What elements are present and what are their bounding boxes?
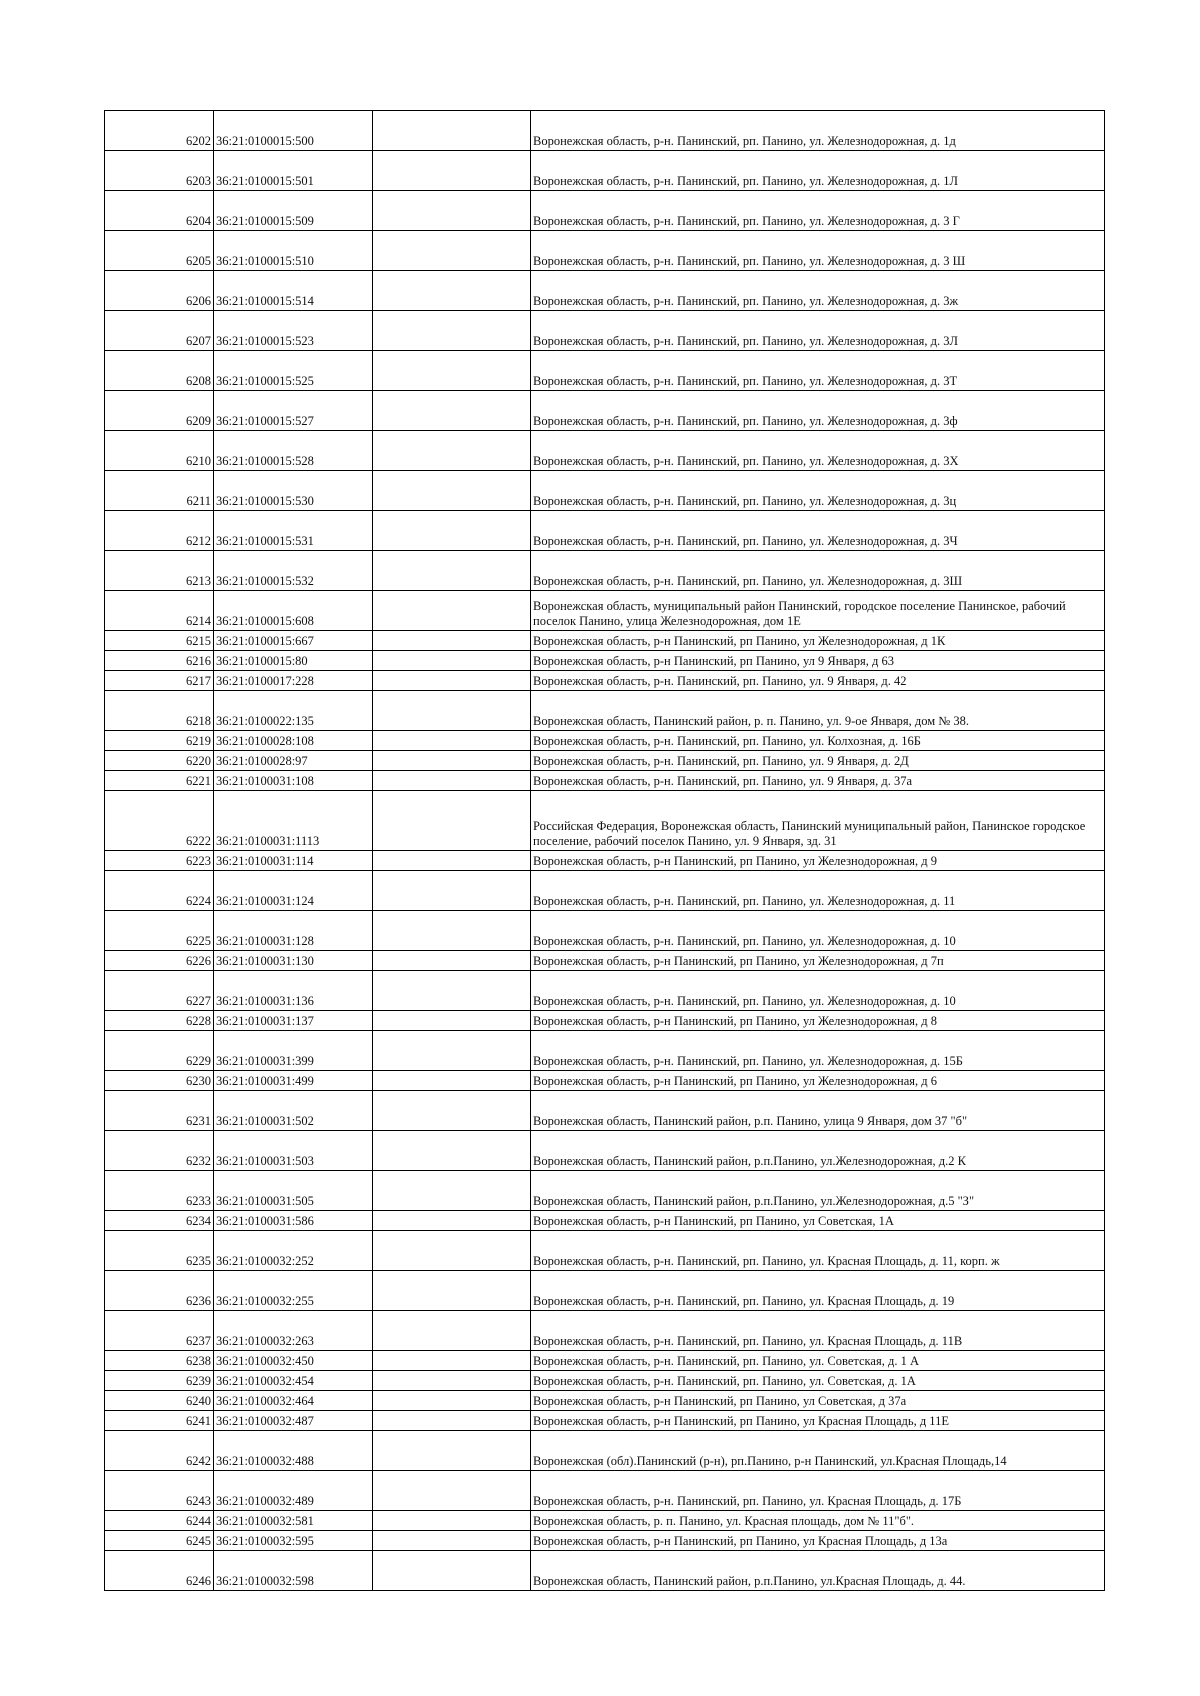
empty-cell xyxy=(373,631,531,651)
row-number-cell: 6207 xyxy=(105,311,214,351)
cadastral-number-cell: 36:21:0100031:503 xyxy=(214,1131,373,1171)
table-row xyxy=(105,1091,1105,1131)
empty-cell xyxy=(373,651,531,671)
address-cell: Воронежская область, р-н. Панинский, рп. Панино, ул. Железнодорожная, д. 10 xyxy=(531,971,1105,1011)
table-row xyxy=(105,631,1105,651)
cadastral-number-cell: 36:21:0100032:263 xyxy=(214,1311,373,1351)
address-cell: Воронежская область, р-н Панинский, рп Панино, ул 9 Января, д 63 xyxy=(531,651,1105,671)
address-cell: Воронежская область, р. п. Панино, ул. Красная площадь, дом № 11"б". xyxy=(531,1511,1105,1531)
empty-cell xyxy=(373,591,531,631)
address-cell: Воронежская область, Панинский район, р.п.Панино, ул.Красная Площадь, д. 44. xyxy=(531,1551,1105,1591)
address-cell: Воронежская область, р-н. Панинский, рп. Панино, ул. 9 Января, д. 2Д xyxy=(531,751,1105,771)
empty-cell xyxy=(373,111,531,151)
address-cell: Воронежская область, р-н. Панинский, рп. Панино, ул. Советская, д. 1 А xyxy=(531,1351,1105,1371)
empty-cell xyxy=(373,1131,531,1171)
empty-cell xyxy=(373,1311,531,1351)
empty-cell xyxy=(373,351,531,391)
address-cell: Воронежская область, р-н. Панинский, рп. Панино, ул. Железнодорожная, д. 3Ч xyxy=(531,511,1105,551)
row-number-cell: 6215 xyxy=(105,631,214,651)
cadastral-number-cell: 36:21:0100031:114 xyxy=(214,851,373,871)
cadastral-number-cell: 36:21:0100015:510 xyxy=(214,231,373,271)
address-cell: Воронежская область, р-н. Панинский, рп. Панино, ул. Железнодорожная, д. 3 Ш xyxy=(531,231,1105,271)
cadastral-number-cell: 36:21:0100015:523 xyxy=(214,311,373,351)
cadastral-number-cell: 36:21:0100031:108 xyxy=(214,771,373,791)
empty-cell xyxy=(373,751,531,771)
row-number-cell: 6245 xyxy=(105,1531,214,1551)
row-number-cell: 6246 xyxy=(105,1551,214,1591)
row-number-cell: 6229 xyxy=(105,1031,214,1071)
table-row xyxy=(105,551,1105,591)
address-cell: Воронежская область, р-н. Панинский, рп. Панино, ул. Железнодорожная, д. 1д xyxy=(531,111,1105,151)
table-row xyxy=(105,1411,1105,1431)
table-row xyxy=(105,1311,1105,1351)
table-row xyxy=(105,511,1105,551)
address-cell: Воронежская область, р-н. Панинский, рп. Панино, ул. Красная Площадь, д. 11В xyxy=(531,1311,1105,1351)
row-number-cell: 6214 xyxy=(105,591,214,631)
address-cell: Воронежская область, р-н Панинский, рп Панино, ул Железнодорожная, д 1К xyxy=(531,631,1105,651)
row-number-cell: 6210 xyxy=(105,431,214,471)
table-row xyxy=(105,271,1105,311)
row-number-cell: 6228 xyxy=(105,1011,214,1031)
table-row xyxy=(105,1471,1105,1511)
cadastral-number-cell: 36:21:0100015:500 xyxy=(214,111,373,151)
table-row xyxy=(105,1171,1105,1211)
row-number-cell: 6225 xyxy=(105,911,214,951)
empty-cell xyxy=(373,791,531,851)
cadastral-number-cell: 36:21:0100031:136 xyxy=(214,971,373,1011)
empty-cell xyxy=(373,1271,531,1311)
empty-cell xyxy=(373,391,531,431)
table-row xyxy=(105,111,1105,151)
cadastral-number-cell: 36:21:0100032:464 xyxy=(214,1391,373,1411)
cadastral-number-cell: 36:21:0100031:128 xyxy=(214,911,373,951)
table-row xyxy=(105,1271,1105,1311)
cadastral-number-cell: 36:21:0100031:502 xyxy=(214,1091,373,1131)
address-cell: Воронежская область, р-н. Панинский, рп. Панино, ул. Красная Площадь, д. 19 xyxy=(531,1271,1105,1311)
cadastral-number-cell: 36:21:0100032:450 xyxy=(214,1351,373,1371)
empty-cell xyxy=(373,691,531,731)
empty-cell xyxy=(373,1171,531,1211)
address-cell: Воронежская область, Панинский район, р.п.Панино, ул.Железнодорожная, д.5 "З" xyxy=(531,1171,1105,1211)
empty-cell xyxy=(373,471,531,511)
empty-cell xyxy=(373,1031,531,1071)
cadastral-number-cell: 36:21:0100015:530 xyxy=(214,471,373,511)
empty-cell xyxy=(373,151,531,191)
row-number-cell: 6219 xyxy=(105,731,214,751)
address-cell: Воронежская область, р-н. Панинский, рп. Панино, ул. Красная Площадь, д. 17Б xyxy=(531,1471,1105,1511)
empty-cell xyxy=(373,1411,531,1431)
address-cell: Воронежская область, р-н Панинский, рп Панино, ул Советская, д 37а xyxy=(531,1391,1105,1411)
empty-cell xyxy=(373,911,531,951)
table-row xyxy=(105,911,1105,951)
address-cell: Воронежская область, р-н Панинский, рп Панино, ул Советская, 1А xyxy=(531,1211,1105,1231)
table-row xyxy=(105,1031,1105,1071)
table-row xyxy=(105,1351,1105,1371)
empty-cell xyxy=(373,1391,531,1411)
row-number-cell: 6230 xyxy=(105,1071,214,1091)
cadastral-number-cell: 36:21:0100017:228 xyxy=(214,671,373,691)
cadastral-number-cell: 36:21:0100015:514 xyxy=(214,271,373,311)
table-row xyxy=(105,751,1105,771)
empty-cell xyxy=(373,771,531,791)
row-number-cell: 6238 xyxy=(105,1351,214,1371)
row-number-cell: 6244 xyxy=(105,1511,214,1531)
table-row xyxy=(105,1391,1105,1411)
table-row xyxy=(105,1551,1105,1591)
table-row xyxy=(105,471,1105,511)
table-row xyxy=(105,311,1105,351)
empty-cell xyxy=(373,1511,531,1531)
row-number-cell: 6204 xyxy=(105,191,214,231)
empty-cell xyxy=(373,971,531,1011)
address-cell: Воронежская область, р-н. Панинский, рп. Панино, ул. Железнодорожная, д. 3ц xyxy=(531,471,1105,511)
address-cell: Воронежская область, р-н Панинский, рп Панино, ул Красная Площадь, д 11Е xyxy=(531,1411,1105,1431)
row-number-cell: 6206 xyxy=(105,271,214,311)
address-cell: Воронежская область, р-н. Панинский, рп. Панино, ул. Красная Площадь, д. 11, корп. ж xyxy=(531,1231,1105,1271)
table-row xyxy=(105,1231,1105,1271)
address-cell: Воронежская область, Панинский район, р.п.Панино, ул.Железнодорожная, д.2 К xyxy=(531,1131,1105,1171)
empty-cell xyxy=(373,1071,531,1091)
cadastral-number-cell: 36:21:0100015:525 xyxy=(214,351,373,391)
table-row xyxy=(105,731,1105,751)
address-cell: Воронежская область, р-н. Панинский, рп. Панино, ул. Железнодорожная, д. 3Л xyxy=(531,311,1105,351)
address-cell: Воронежская область, р-н Панинский, рп Панино, ул Красная Площадь, д 13а xyxy=(531,1531,1105,1551)
row-number-cell: 6224 xyxy=(105,871,214,911)
cadastral-number-cell: 36:21:0100015:501 xyxy=(214,151,373,191)
cadastral-number-cell: 36:21:0100015:531 xyxy=(214,511,373,551)
address-cell: Воронежская область, р-н. Панинский, рп. Панино, ул. Железнодорожная, д. 11 xyxy=(531,871,1105,911)
address-cell: Воронежская область, р-н. Панинский, рп. Панино, ул. Железнодорожная, д. 3ф xyxy=(531,391,1105,431)
property-register-table xyxy=(104,110,1105,1591)
cadastral-number-cell: 36:21:0100028:97 xyxy=(214,751,373,771)
empty-cell xyxy=(373,1371,531,1391)
row-number-cell: 6226 xyxy=(105,951,214,971)
address-cell: Воронежская область, р-н. Панинский, рп. Панино, ул. Железнодорожная, д. 3 Г xyxy=(531,191,1105,231)
row-number-cell: 6231 xyxy=(105,1091,214,1131)
row-number-cell: 6236 xyxy=(105,1271,214,1311)
row-number-cell: 6205 xyxy=(105,231,214,271)
address-cell: Воронежская область, р-н. Панинский, рп. Панино, ул. Железнодорожная, д. 1Л xyxy=(531,151,1105,191)
cadastral-number-cell: 36:21:0100032:454 xyxy=(214,1371,373,1391)
address-cell: Воронежская область, р-н Панинский, рп Панино, ул Железнодорожная, д 6 xyxy=(531,1071,1105,1091)
table-row xyxy=(105,191,1105,231)
address-cell: Воронежская область, р-н Панинский, рп Панино, ул Железнодорожная, д 7п xyxy=(531,951,1105,971)
row-number-cell: 6233 xyxy=(105,1171,214,1211)
table-row xyxy=(105,1211,1105,1231)
table-row xyxy=(105,1511,1105,1531)
empty-cell xyxy=(373,1351,531,1371)
empty-cell xyxy=(373,311,531,351)
empty-cell xyxy=(373,1091,531,1131)
empty-cell xyxy=(373,1211,531,1231)
row-number-cell: 6221 xyxy=(105,771,214,791)
row-number-cell: 6239 xyxy=(105,1371,214,1391)
table-row xyxy=(105,1431,1105,1471)
table-row xyxy=(105,431,1105,471)
row-number-cell: 6242 xyxy=(105,1431,214,1471)
row-number-cell: 6232 xyxy=(105,1131,214,1171)
address-cell: Воронежская область, р-н. Панинский, рп. Панино, ул. 9 Января, д. 37а xyxy=(531,771,1105,791)
address-cell: Воронежская область, р-н. Панинский, рп. Панино, ул. Колхозная, д. 16Б xyxy=(531,731,1105,751)
cadastral-number-cell: 36:21:0100032:595 xyxy=(214,1531,373,1551)
table-row xyxy=(105,951,1105,971)
address-cell: Воронежская область, р-н. Панинский, рп. Панино, ул. Железнодорожная, д. 3ж xyxy=(531,271,1105,311)
address-cell: Воронежская область, Панинский район, р.п. Панино, улица 9 Января, дом 37 "б" xyxy=(531,1091,1105,1131)
cadastral-number-cell: 36:21:0100031:137 xyxy=(214,1011,373,1031)
empty-cell xyxy=(373,191,531,231)
cadastral-number-cell: 36:21:0100032:489 xyxy=(214,1471,373,1511)
row-number-cell: 6217 xyxy=(105,671,214,691)
cadastral-number-cell: 36:21:0100031:399 xyxy=(214,1031,373,1071)
cadastral-number-cell: 36:21:0100032:581 xyxy=(214,1511,373,1531)
cadastral-number-cell: 36:21:0100015:528 xyxy=(214,431,373,471)
cadastral-number-cell: 36:21:0100015:608 xyxy=(214,591,373,631)
empty-cell xyxy=(373,1551,531,1591)
empty-cell xyxy=(373,851,531,871)
table-row xyxy=(105,851,1105,871)
row-number-cell: 6213 xyxy=(105,551,214,591)
table-row xyxy=(105,651,1105,671)
row-number-cell: 6243 xyxy=(105,1471,214,1511)
table-row xyxy=(105,791,1105,851)
empty-cell xyxy=(373,871,531,911)
table-row xyxy=(105,671,1105,691)
table-row xyxy=(105,1531,1105,1551)
address-cell: Воронежская область, р-н Панинский, рп Панино, ул Железнодорожная, д 9 xyxy=(531,851,1105,871)
cadastral-number-cell: 36:21:0100015:532 xyxy=(214,551,373,591)
cadastral-number-cell: 36:21:0100015:509 xyxy=(214,191,373,231)
table-row xyxy=(105,771,1105,791)
row-number-cell: 6220 xyxy=(105,751,214,771)
row-number-cell: 6216 xyxy=(105,651,214,671)
address-cell: Воронежская (обл).Панинский (р-н), рп.Панино, р-н Панинский, ул.Красная Площадь,14 xyxy=(531,1431,1105,1471)
row-number-cell: 6218 xyxy=(105,691,214,731)
address-cell: Воронежская область, р-н. Панинский, рп. Панино, ул. Советская, д. 1А xyxy=(531,1371,1105,1391)
row-number-cell: 6240 xyxy=(105,1391,214,1411)
row-number-cell: 6227 xyxy=(105,971,214,1011)
table-row xyxy=(105,151,1105,191)
empty-cell xyxy=(373,271,531,311)
empty-cell xyxy=(373,671,531,691)
cadastral-number-cell: 36:21:0100031:124 xyxy=(214,871,373,911)
cadastral-number-cell: 36:21:0100031:130 xyxy=(214,951,373,971)
address-cell: Российская Федерация, Воронежская область, Панинский муниципальный район, Панинское городское поселение, рабочий поселок Панино, ул. 9 Января, зд. 31 xyxy=(531,791,1105,851)
address-cell: Воронежская область, р-н. Панинский, рп. Панино, ул. Железнодорожная, д. 10 xyxy=(531,911,1105,951)
address-cell: Воронежская область, р-н. Панинский, рп. Панино, ул. Железнодорожная, д. 3Т xyxy=(531,351,1105,391)
table-row xyxy=(105,351,1105,391)
address-cell: Воронежская область, р-н. Панинский, рп. Панино, ул. Железнодорожная, д. 3Х xyxy=(531,431,1105,471)
address-cell: Воронежская область, Панинский район, р. п. Панино, ул. 9-ое Января, дом № 38. xyxy=(531,691,1105,731)
cadastral-number-cell: 36:21:0100015:80 xyxy=(214,651,373,671)
cadastral-number-cell: 36:21:0100032:252 xyxy=(214,1231,373,1271)
address-cell: Воронежская область, р-н. Панинский, рп. Панино, ул. Железнодорожная, д. 3Ш xyxy=(531,551,1105,591)
cadastral-number-cell: 36:21:0100032:487 xyxy=(214,1411,373,1431)
cadastral-number-cell: 36:21:0100022:135 xyxy=(214,691,373,731)
row-number-cell: 6212 xyxy=(105,511,214,551)
row-number-cell: 6241 xyxy=(105,1411,214,1431)
empty-cell xyxy=(373,1431,531,1471)
cadastral-number-cell: 36:21:0100031:499 xyxy=(214,1071,373,1091)
cadastral-number-cell: 36:21:0100031:505 xyxy=(214,1171,373,1211)
empty-cell xyxy=(373,1011,531,1031)
empty-cell xyxy=(373,1471,531,1511)
empty-cell xyxy=(373,1531,531,1551)
table-row xyxy=(105,1131,1105,1171)
row-number-cell: 6203 xyxy=(105,151,214,191)
row-number-cell: 6237 xyxy=(105,1311,214,1351)
cadastral-number-cell: 36:21:0100028:108 xyxy=(214,731,373,751)
address-cell: Воронежская область, р-н. Панинский, рп. Панино, ул. Железнодорожная, д. 15Б xyxy=(531,1031,1105,1071)
empty-cell xyxy=(373,231,531,271)
table-row xyxy=(105,971,1105,1011)
address-cell: Воронежская область, муниципальный район Панинский, городское поселение Панинское, рабочий поселок Панино, улица Железнодорожная, дом 1Е xyxy=(531,591,1105,631)
table-row xyxy=(105,1371,1105,1391)
row-number-cell: 6234 xyxy=(105,1211,214,1231)
cadastral-number-cell: 36:21:0100015:667 xyxy=(214,631,373,651)
row-number-cell: 6223 xyxy=(105,851,214,871)
table-row xyxy=(105,871,1105,911)
row-number-cell: 6209 xyxy=(105,391,214,431)
cadastral-number-cell: 36:21:0100031:1113 xyxy=(214,791,373,851)
address-cell: Воронежская область, р-н Панинский, рп Панино, ул Железнодорожная, д 8 xyxy=(531,1011,1105,1031)
cadastral-number-cell: 36:21:0100032:488 xyxy=(214,1431,373,1471)
table-row xyxy=(105,1071,1105,1091)
row-number-cell: 6202 xyxy=(105,111,214,151)
table-row xyxy=(105,591,1105,631)
cadastral-number-cell: 36:21:0100031:586 xyxy=(214,1211,373,1231)
table-row xyxy=(105,231,1105,271)
empty-cell xyxy=(373,731,531,751)
cadastral-number-cell: 36:21:0100032:255 xyxy=(214,1271,373,1311)
empty-cell xyxy=(373,951,531,971)
cadastral-number-cell: 36:21:0100015:527 xyxy=(214,391,373,431)
table-row xyxy=(105,1011,1105,1031)
row-number-cell: 6211 xyxy=(105,471,214,511)
empty-cell xyxy=(373,511,531,551)
cadastral-number-cell: 36:21:0100032:598 xyxy=(214,1551,373,1591)
row-number-cell: 6222 xyxy=(105,791,214,851)
address-cell: Воронежская область, р-н. Панинский, рп. Панино, ул. 9 Января, д. 42 xyxy=(531,671,1105,691)
empty-cell xyxy=(373,1231,531,1271)
row-number-cell: 6208 xyxy=(105,351,214,391)
empty-cell xyxy=(373,551,531,591)
empty-cell xyxy=(373,431,531,471)
row-number-cell: 6235 xyxy=(105,1231,214,1271)
table-row xyxy=(105,691,1105,731)
table-body xyxy=(105,111,1105,1591)
table-row xyxy=(105,391,1105,431)
